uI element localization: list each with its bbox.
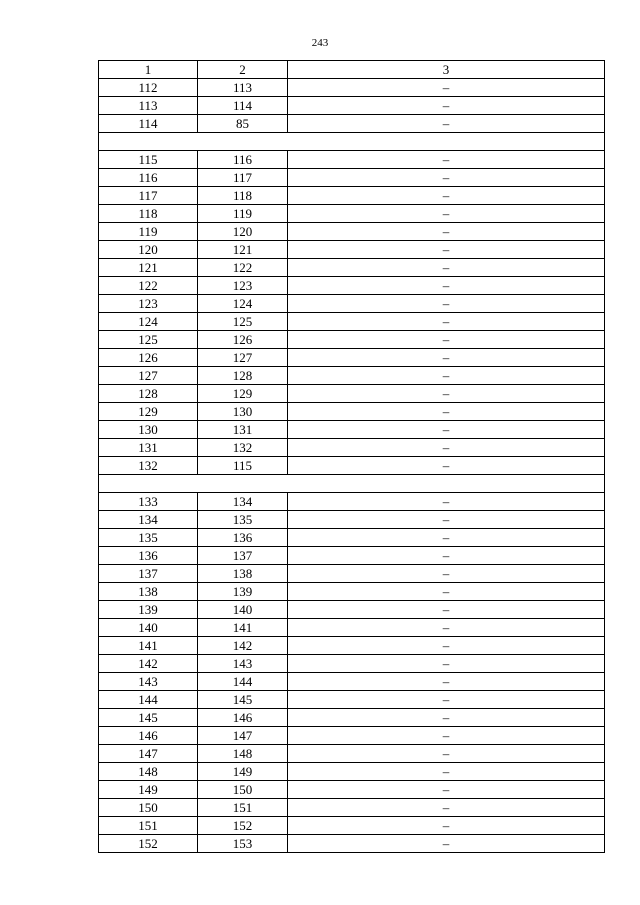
table-cell-col-2: 129 (198, 385, 288, 403)
table-row (99, 115, 605, 133)
table-cell-col-2: 139 (198, 583, 288, 601)
table-cell-col-3: – (288, 799, 605, 817)
table-cell-col-1: 134 (99, 511, 198, 529)
table-row (99, 187, 605, 205)
table-cell-col-1: 139 (99, 601, 198, 619)
table-row (99, 709, 605, 727)
table-cell-col-3: – (288, 349, 605, 367)
table-cell-col-1: 116 (99, 169, 198, 187)
table-cell-col-3: – (288, 529, 605, 547)
table-cell-col-2: 124 (198, 295, 288, 313)
table-cell-col-3: – (288, 511, 605, 529)
table-cell-col-1: 131 (99, 439, 198, 457)
table-cell-col-1: 130 (99, 421, 198, 439)
table-cell-col-3: – (288, 763, 605, 781)
table-cell-col-2: 143 (198, 655, 288, 673)
table-row (99, 727, 605, 745)
table-cell-col-2: 121 (198, 241, 288, 259)
table-cell-col-2: 117 (198, 169, 288, 187)
table-cell-col-2: 150 (198, 781, 288, 799)
table-cell-col-3: – (288, 313, 605, 331)
table-row (99, 439, 605, 457)
table-row (99, 385, 605, 403)
table-cell-col-3: – (288, 277, 605, 295)
table-cell-col-3: – (288, 385, 605, 403)
table-cell-col-3: – (288, 331, 605, 349)
table-row (99, 277, 605, 295)
table-row (99, 583, 605, 601)
table-cell-col-3: – (288, 673, 605, 691)
table-row (99, 655, 605, 673)
table-row (99, 493, 605, 511)
table-row (99, 403, 605, 421)
separator-cell (99, 475, 605, 493)
table-cell-col-3: – (288, 79, 605, 97)
table-row (99, 151, 605, 169)
column-header-2: 2 (198, 61, 288, 79)
table-cell-col-2: 127 (198, 349, 288, 367)
table-cell-col-1: 118 (99, 205, 198, 223)
table-cell-col-3: – (288, 223, 605, 241)
table-cell-col-1: 122 (99, 277, 198, 295)
table-cell-col-1: 123 (99, 295, 198, 313)
table-cell-col-2: 152 (198, 817, 288, 835)
table-cell-col-3: – (288, 709, 605, 727)
table-cell-col-1: 132 (99, 457, 198, 475)
table-cell-col-2: 128 (198, 367, 288, 385)
table-row (99, 241, 605, 259)
table-cell-col-2: 148 (198, 745, 288, 763)
table-cell-col-2: 136 (198, 529, 288, 547)
table-cell-col-2: 125 (198, 313, 288, 331)
table-cell-col-1: 120 (99, 241, 198, 259)
table-row (99, 691, 605, 709)
table-row (99, 367, 605, 385)
table-cell-col-1: 148 (99, 763, 198, 781)
table-cell-col-3: – (288, 583, 605, 601)
table-cell-col-1: 127 (99, 367, 198, 385)
table-row (99, 619, 605, 637)
table-cell-col-3: – (288, 781, 605, 799)
table-cell-col-2: 130 (198, 403, 288, 421)
page-number: 243 (311, 37, 329, 49)
table-row (99, 529, 605, 547)
table-cell-col-3: – (288, 745, 605, 763)
table-row (99, 205, 605, 223)
table-cell-col-1: 117 (99, 187, 198, 205)
table-row (99, 331, 605, 349)
data-table (98, 60, 605, 853)
table-cell-col-2: 138 (198, 565, 288, 583)
table-cell-col-1: 147 (99, 745, 198, 763)
table-row (99, 547, 605, 565)
table-cell-col-1: 129 (99, 403, 198, 421)
table-cell-col-3: – (288, 421, 605, 439)
table-cell-col-2: 132 (198, 439, 288, 457)
table-cell-col-1: 137 (99, 565, 198, 583)
table-cell-col-3: – (288, 205, 605, 223)
table-row (99, 745, 605, 763)
table-cell-col-2: 135 (198, 511, 288, 529)
table-cell-col-1: 136 (99, 547, 198, 565)
table-cell-col-1: 144 (99, 691, 198, 709)
table-cell-col-1: 143 (99, 673, 198, 691)
column-header-1: 1 (99, 61, 198, 79)
table-cell-col-3: – (288, 547, 605, 565)
table-cell-col-2: 151 (198, 799, 288, 817)
table-cell-col-3: – (288, 295, 605, 313)
table-row (99, 799, 605, 817)
table-cell-col-2: 141 (198, 619, 288, 637)
table-cell-col-3: – (288, 367, 605, 385)
table-cell-col-1: 115 (99, 151, 198, 169)
table-cell-col-1: 142 (99, 655, 198, 673)
table-cell-col-1: 125 (99, 331, 198, 349)
table-row (99, 601, 605, 619)
table-cell-col-3: – (288, 403, 605, 421)
table-cell-col-3: – (288, 457, 605, 475)
table-row (99, 223, 605, 241)
table-cell-col-1: 112 (99, 79, 198, 97)
table-row (99, 295, 605, 313)
table-cell-col-2: 137 (198, 547, 288, 565)
table-cell-col-1: 146 (99, 727, 198, 745)
table-cell-col-2: 149 (198, 763, 288, 781)
separator-cell (99, 133, 605, 151)
table-cell-col-3: – (288, 187, 605, 205)
table-cell-col-2: 142 (198, 637, 288, 655)
column-header-3: 3 (288, 61, 605, 79)
table-cell-col-1: 151 (99, 817, 198, 835)
table-row (99, 781, 605, 799)
table-body (99, 79, 605, 853)
table-cell-col-3: – (288, 619, 605, 637)
table-cell-col-1: 138 (99, 583, 198, 601)
table-cell-col-1: 124 (99, 313, 198, 331)
table-cell-col-1: 114 (99, 115, 198, 133)
table-cell-col-3: – (288, 439, 605, 457)
table-cell-col-1: 145 (99, 709, 198, 727)
table-cell-col-1: 149 (99, 781, 198, 799)
table-row (99, 511, 605, 529)
table-row (99, 637, 605, 655)
table-cell-col-2: 145 (198, 691, 288, 709)
table-row (99, 313, 605, 331)
table-cell-col-1: 140 (99, 619, 198, 637)
table-cell-col-3: – (288, 655, 605, 673)
table-row (99, 835, 605, 853)
table-row (99, 349, 605, 367)
table-cell-col-2: 126 (198, 331, 288, 349)
table-cell-col-3: – (288, 169, 605, 187)
table-cell-col-3: – (288, 151, 605, 169)
table-row (99, 421, 605, 439)
table-cell-col-2: 113 (198, 79, 288, 97)
table-cell-col-1: 126 (99, 349, 198, 367)
group-separator-row (99, 133, 605, 151)
table-cell-col-2: 85 (198, 115, 288, 133)
table-cell-col-1: 150 (99, 799, 198, 817)
table-cell-col-2: 123 (198, 277, 288, 295)
table-row (99, 565, 605, 583)
table-row (99, 673, 605, 691)
table-row (99, 97, 605, 115)
table-cell-col-3: – (288, 691, 605, 709)
table-cell-col-2: 153 (198, 835, 288, 853)
table-cell-col-3: – (288, 637, 605, 655)
table-cell-col-2: 147 (198, 727, 288, 745)
table-cell-col-3: – (288, 115, 605, 133)
table-cell-col-3: – (288, 493, 605, 511)
table-cell-col-2: 114 (198, 97, 288, 115)
table-cell-col-2: 115 (198, 457, 288, 475)
table-cell-col-2: 131 (198, 421, 288, 439)
group-separator-row (99, 475, 605, 493)
table-row (99, 259, 605, 277)
table-cell-col-2: 119 (198, 205, 288, 223)
table-cell-col-1: 113 (99, 97, 198, 115)
table-cell-col-2: 144 (198, 673, 288, 691)
table-cell-col-3: – (288, 817, 605, 835)
table-cell-col-3: – (288, 241, 605, 259)
table-cell-col-3: – (288, 565, 605, 583)
table-row (99, 79, 605, 97)
table-cell-col-2: 122 (198, 259, 288, 277)
table-cell-col-2: 146 (198, 709, 288, 727)
table-cell-col-1: 141 (99, 637, 198, 655)
table-cell-col-3: – (288, 835, 605, 853)
table-cell-col-1: 119 (99, 223, 198, 241)
table-row (99, 457, 605, 475)
table-cell-col-2: 140 (198, 601, 288, 619)
table-cell-col-1: 135 (99, 529, 198, 547)
table-header (99, 61, 605, 79)
table-row (99, 817, 605, 835)
table-cell-col-1: 152 (99, 835, 198, 853)
table-cell-col-2: 118 (198, 187, 288, 205)
table-cell-col-3: – (288, 97, 605, 115)
table-row (99, 169, 605, 187)
table-cell-col-2: 116 (198, 151, 288, 169)
table-cell-col-3: – (288, 601, 605, 619)
table-cell-col-3: – (288, 259, 605, 277)
table-cell-col-2: 134 (198, 493, 288, 511)
table-cell-col-3: – (288, 727, 605, 745)
table-cell-col-1: 121 (99, 259, 198, 277)
table-cell-col-2: 120 (198, 223, 288, 241)
table-cell-col-1: 128 (99, 385, 198, 403)
table-cell-col-1: 133 (99, 493, 198, 511)
table-row (99, 763, 605, 781)
header-row (99, 61, 605, 79)
